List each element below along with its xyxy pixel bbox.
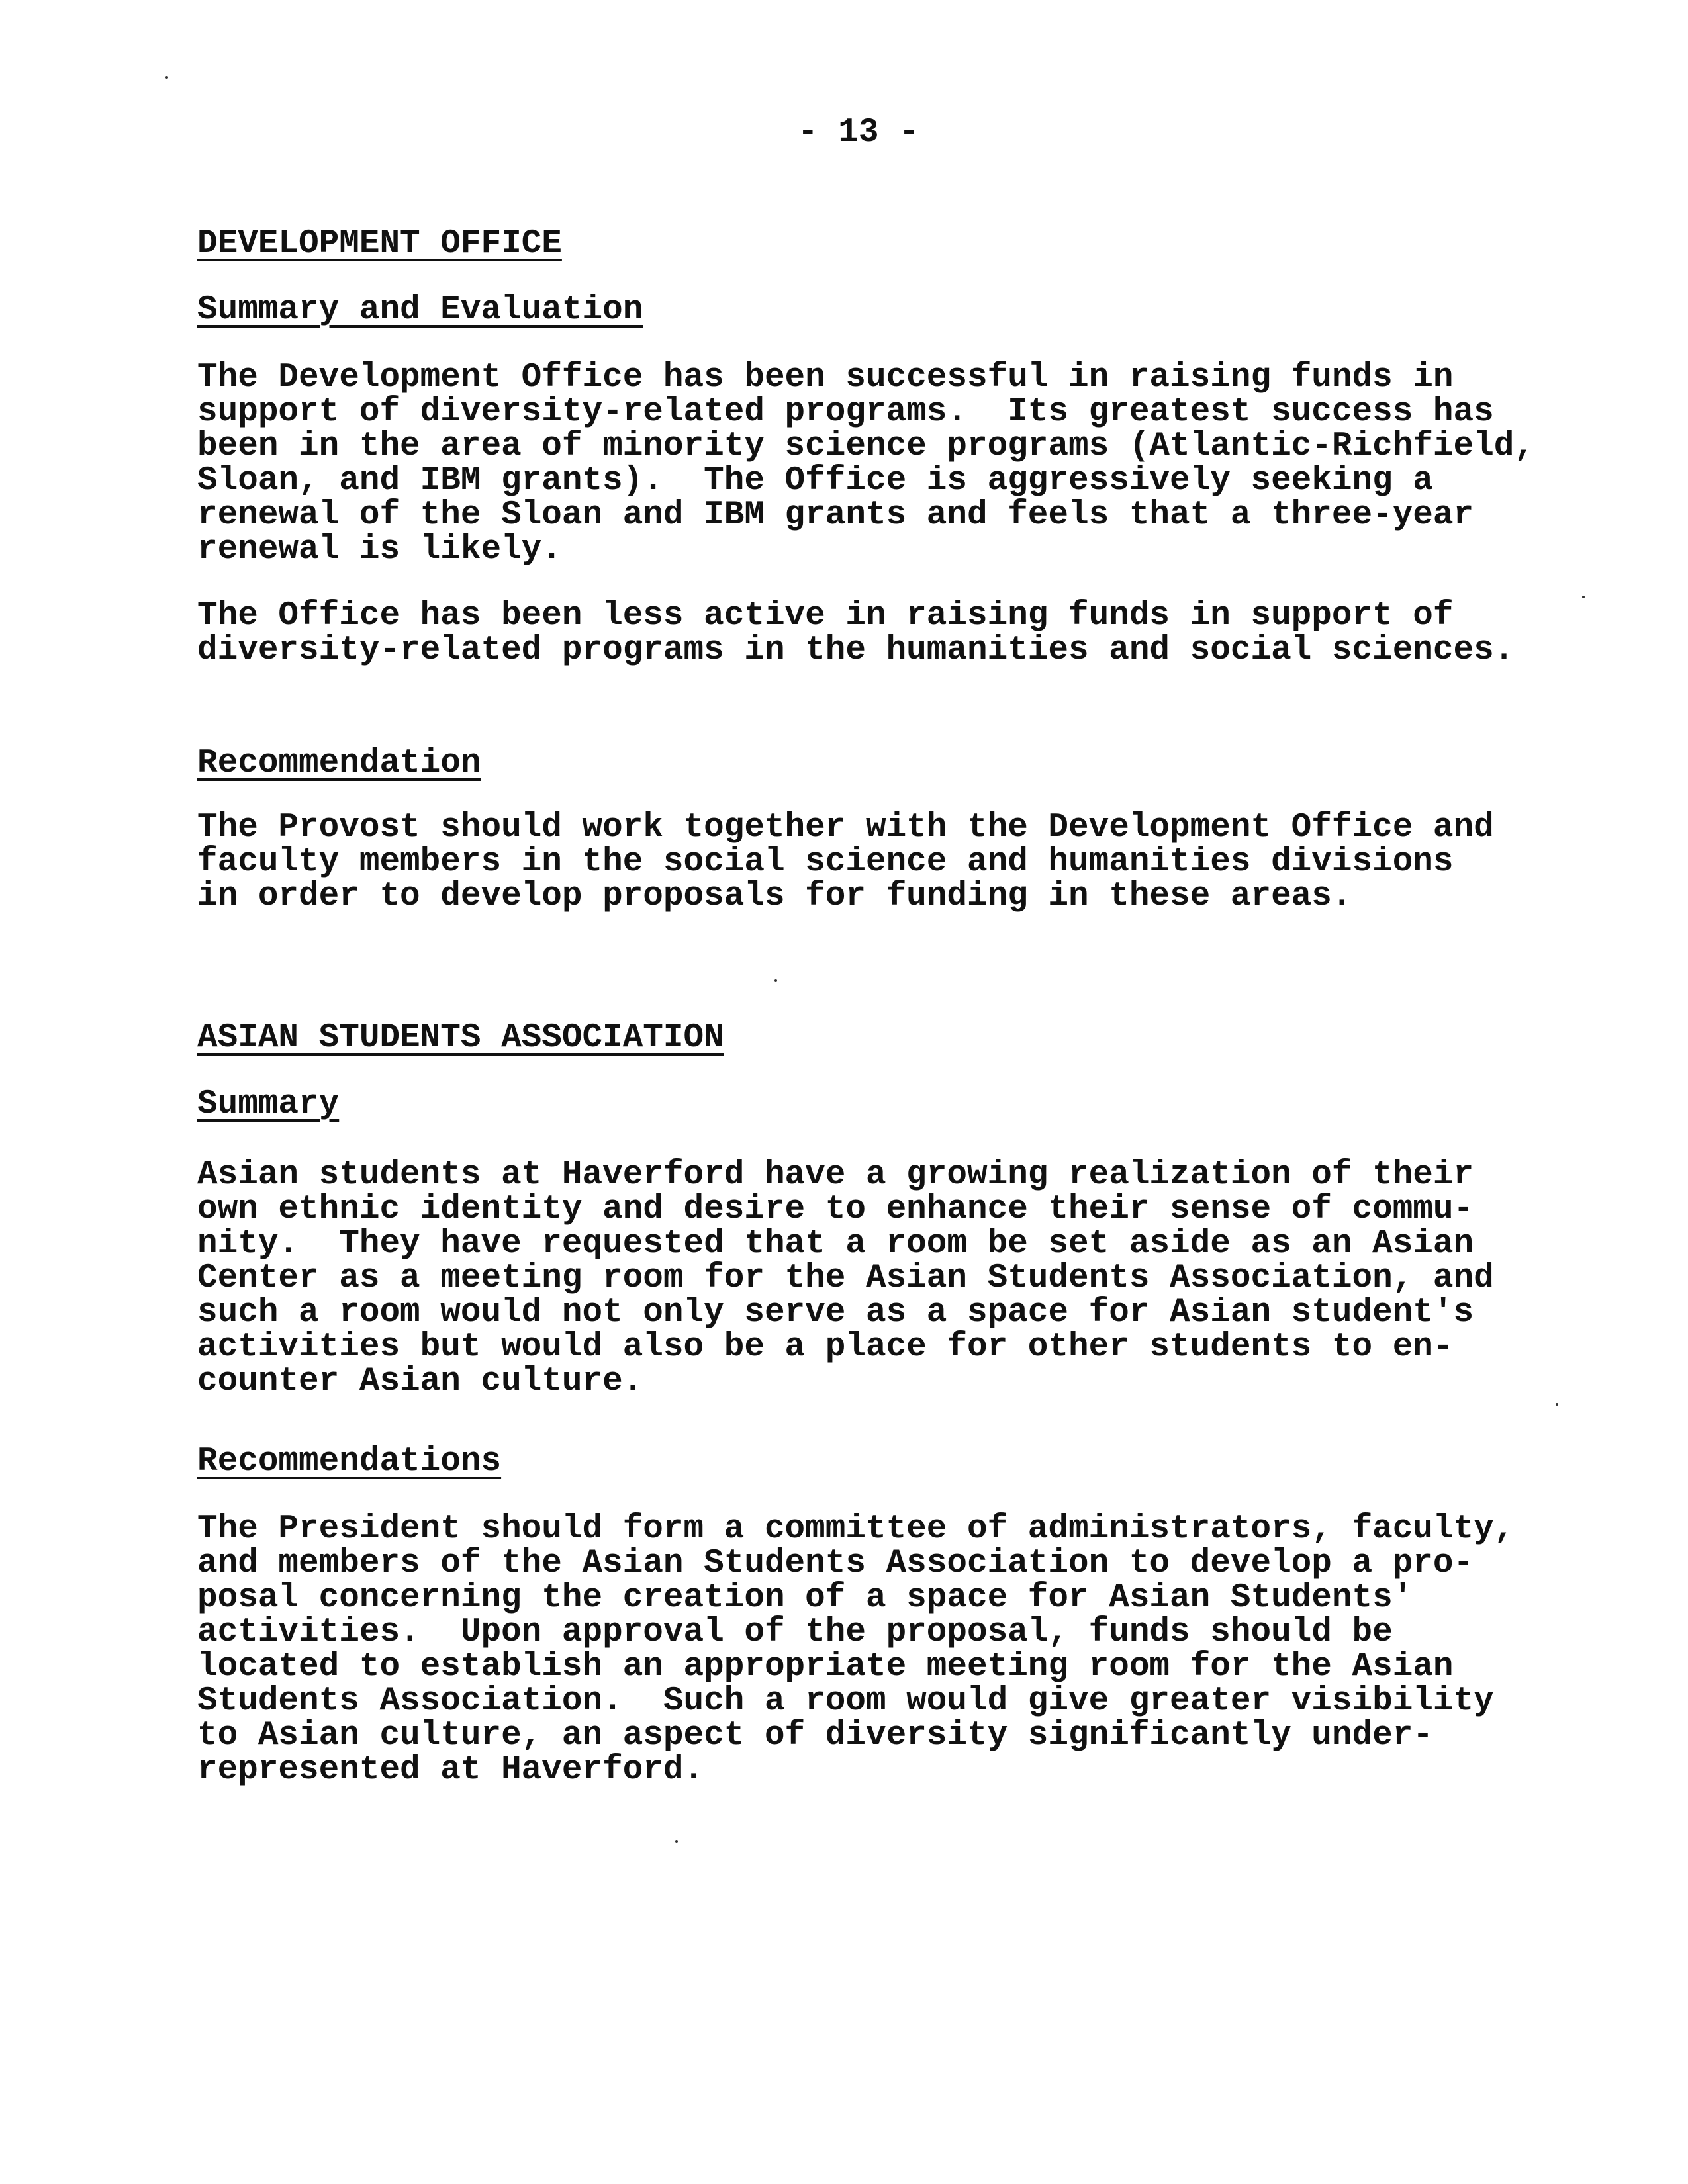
paragraph-development-less-active: The Office has been less active in raising funds in support of diversity-related programs in the humanities and social sciences. [197,597,1515,669]
subheading-summary: Summary [197,1085,340,1123]
paragraph-asian-summary: Asian students at Haverford have a growing realization of their own ethnic identity and desire to enhance their sense of commu- nity. They have requested that a room be set aside as an Asian Center as a meeting room for the Asian Students Association, and such a room would not only serve as a space for Asian student's activities but would also be a place for other students to en- counter Asian culture. [197,1156,1494,1400]
subheading-recommendations: Recommendations [197,1443,502,1480]
subheading-recommendation: Recommendation [197,745,481,782]
paragraph-asian-recommendations: The President should form a committee of administrators, faculty, and members of the Asian Students Association to develop a pro- posal concerning the creation of a space for Asian Students' activities. Upon approval of the proposal, funds should be located to establish an appropriate meeting room for the Asian Students Association. Such a room would give greater visibility to Asian culture, an aspect of diversity significantly under- represented at Haverford. [197,1510,1515,1789]
scan-speck [675,1840,678,1843]
paragraph-development-summary: The Development Office has been successful in raising funds in support of diversity-related programs. Its greatest success has been in the area of minority science programs (Atlantic-Richfield, Sloan, and IBM grants). The Office is aggressively seeking a renewal of the Sloan and IBM grants and feels that a three-year renewal is likely. [197,359,1534,569]
scan-speck [774,979,777,982]
scan-speck [165,76,168,79]
scan-speck [1556,1403,1558,1406]
subheading-summary-and-evaluation: Summary and Evaluation [197,291,643,329]
section-title-development-office: DEVELOPMENT OFFICE [197,225,562,263]
paragraph-development-recommendation: The Provost should work together with the Development Office and faculty members in the social science and humanities divisions in order to develop proposals for funding in these areas. [197,809,1494,915]
scan-speck [1582,596,1585,598]
page-number: - 13 - [798,114,919,152]
section-title-asian-students-association: ASIAN STUDENTS ASSOCIATION [197,1019,724,1057]
